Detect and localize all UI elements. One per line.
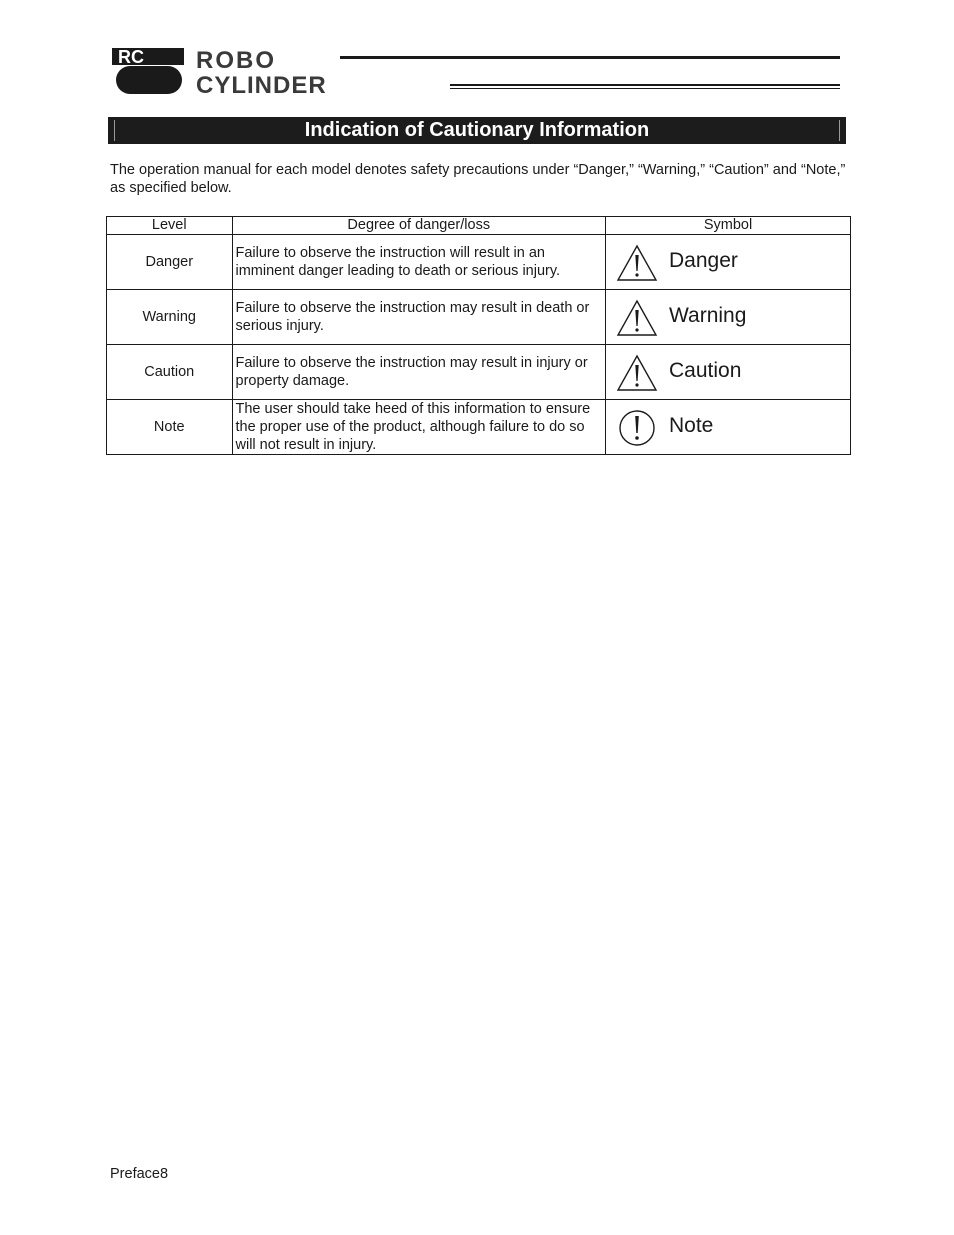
symbol-cell [606,400,851,455]
symbol-label: Note [669,414,714,437]
header-rule-bottom-thin [450,88,840,89]
warning-triangle-icon [616,354,658,392]
level-cell: Caution [107,345,233,400]
header-rule-top [340,56,840,59]
degree-cell [232,345,606,400]
level-cell: Warning [107,290,233,345]
degree-cell [232,400,606,455]
header-level: Level [107,217,233,235]
exclamation-circle-icon [616,409,658,447]
level-cell: Danger [107,235,233,290]
level-cell: Note [107,400,233,455]
symbol-label: Caution [669,359,742,382]
title-bar-right-tick [839,120,840,141]
section-title-bar [108,117,846,144]
table-row [107,345,851,400]
symbol-cell [606,235,851,290]
symbol-cell [606,290,851,345]
page-number: Preface8 [110,1166,169,1182]
header-degree: Degree of danger/loss [232,217,606,235]
logo-line1: ROBO [196,47,276,74]
degree-cell [232,290,606,345]
warning-triangle-icon [616,299,658,337]
robo-cylinder-logo [112,46,442,98]
intro-paragraph: The operation manual for each model denotes safety precautions under “Danger,” “Warning,” “Caution” and “Note,” as specified below. [110,162,846,196]
table-row [107,400,851,455]
symbol-label: Warning [669,304,747,327]
degree-text: Failure to observe the instruction may result in death or serious injury. [235,300,590,334]
header-rule-bottom [450,84,840,86]
table-row [107,235,851,290]
warning-triangle-icon [616,244,658,282]
section-title: Indication of Cautionary Information [304,119,650,141]
degree-text: Failure to observe the instruction may result in injury or property damage. [235,355,588,389]
degree-cell [232,235,606,290]
symbol-cell [606,345,851,400]
table-header-row [107,217,851,235]
logo-line2: CYLINDER [196,72,327,98]
robo-cylinder-logo-graphic [112,46,442,98]
header-symbol: Symbol [606,217,851,235]
table-row [107,290,851,345]
logo-mark-r: RC [118,47,144,67]
degree-text: Failure to observe the instruction will result in an imminent danger leading to death or serious injury. [235,245,561,279]
symbol-label: Danger [669,249,738,272]
degree-text: The user should take heed of this information to ensure the proper use of the product, although failure to do so will not result in injury. [235,401,591,453]
title-bar-left-tick [114,120,115,141]
caution-levels-table [106,216,851,455]
